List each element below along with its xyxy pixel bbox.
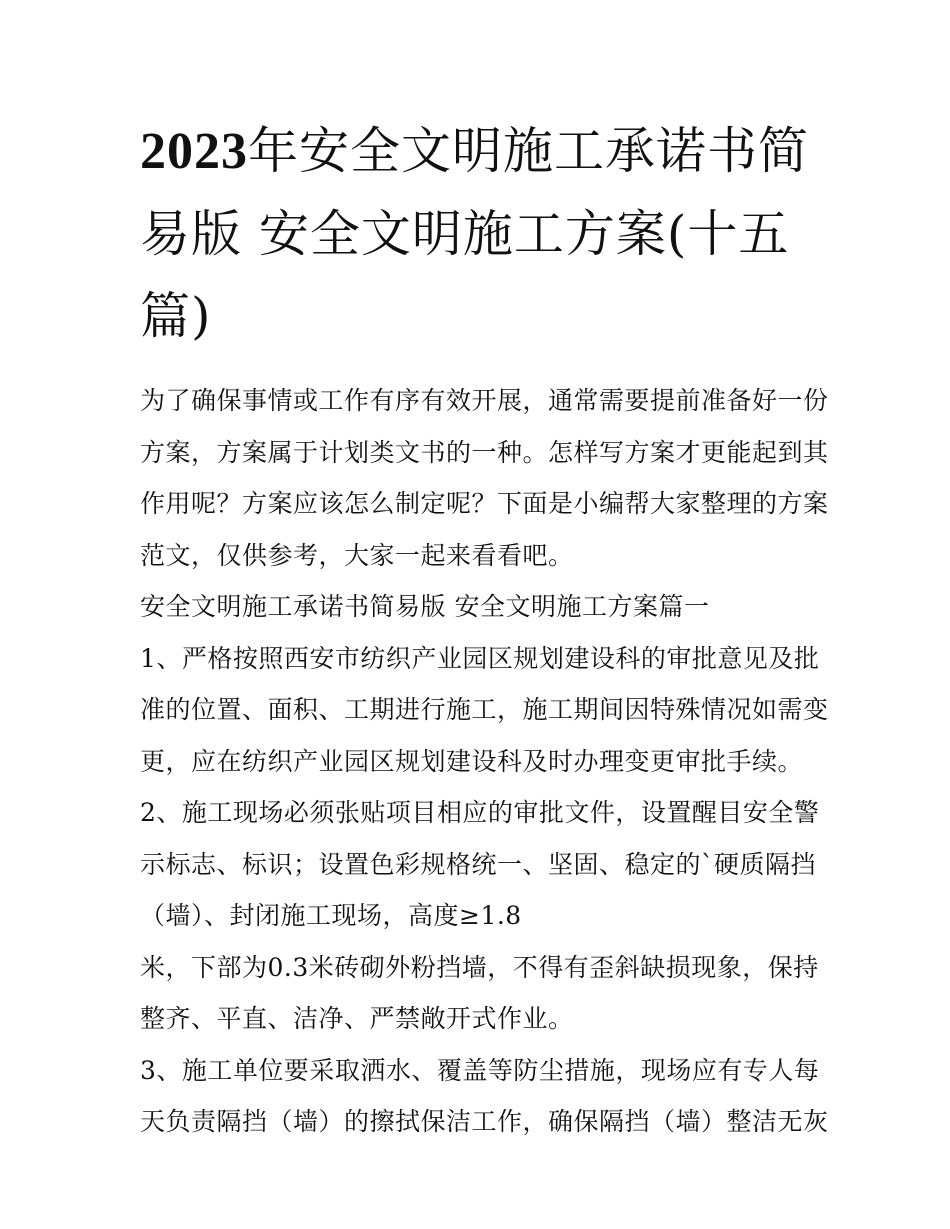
intro-line-1: 为了确保事情或工作有序有效开展，通常需要提前准备好一份: [140, 386, 829, 415]
intro-line-2: 方案，方案属于计划类文书的一种。怎样写方案才更能起到其: [140, 437, 829, 467]
title-text: 年安全文明施工承诺书简易版 安全文明施工方案(十五篇): [140, 122, 809, 345]
item-2-line-3: （墙）、封闭施工现场，高度≥1.8: [140, 901, 522, 930]
document-body: [140, 375, 829, 1148]
item-2-line-1: 2、施工现场必须张贴项目相应的审批文件，设置醒目安全警: [140, 798, 820, 827]
item-1-line-1: 1、严格按照西安市纺织产业园区规划建设科的审批意见及批: [140, 643, 820, 673]
intro-line-4: 范文，仅供参考，大家一起来看看吧。: [140, 540, 574, 570]
item-2-line-2: 示标志、标识；设置色彩规格统一、坚固、稳定的`硬质隔挡: [140, 849, 817, 879]
item-2-line-4: 米，下部为0.3米砖砌外粉挡墙，不得有歪斜缺损现象，保持: [140, 952, 819, 982]
item-1-line-3: 更，应在纺织产业园区规划建设科及时办理变更审批手续。: [140, 746, 804, 776]
item-2-line-5: 整齐、平直、洁净、严禁敞开式作业。: [140, 1004, 574, 1033]
item-1-line-2: 准的位置、面积、工期进行施工，施工期间因特殊情况如需变: [140, 695, 829, 724]
intro-line-3: 作用呢？方案应该怎么制定呢？下面是小编帮大家整理的方案: [140, 489, 829, 518]
section-heading: 安全文明施工承诺书简易版 安全文明施工方案篇一: [140, 592, 710, 621]
item-3-line-2: 天负责隔挡（墙）的擦拭保洁工作，确保隔挡（墙）整洁无灰: [140, 1107, 829, 1136]
document-title: [140, 110, 820, 357]
title-year: 2023: [140, 123, 248, 180]
item-3-line-1: 3、施工单位要采取洒水、覆盖等防尘措施，现场应有专人每: [140, 1055, 820, 1085]
